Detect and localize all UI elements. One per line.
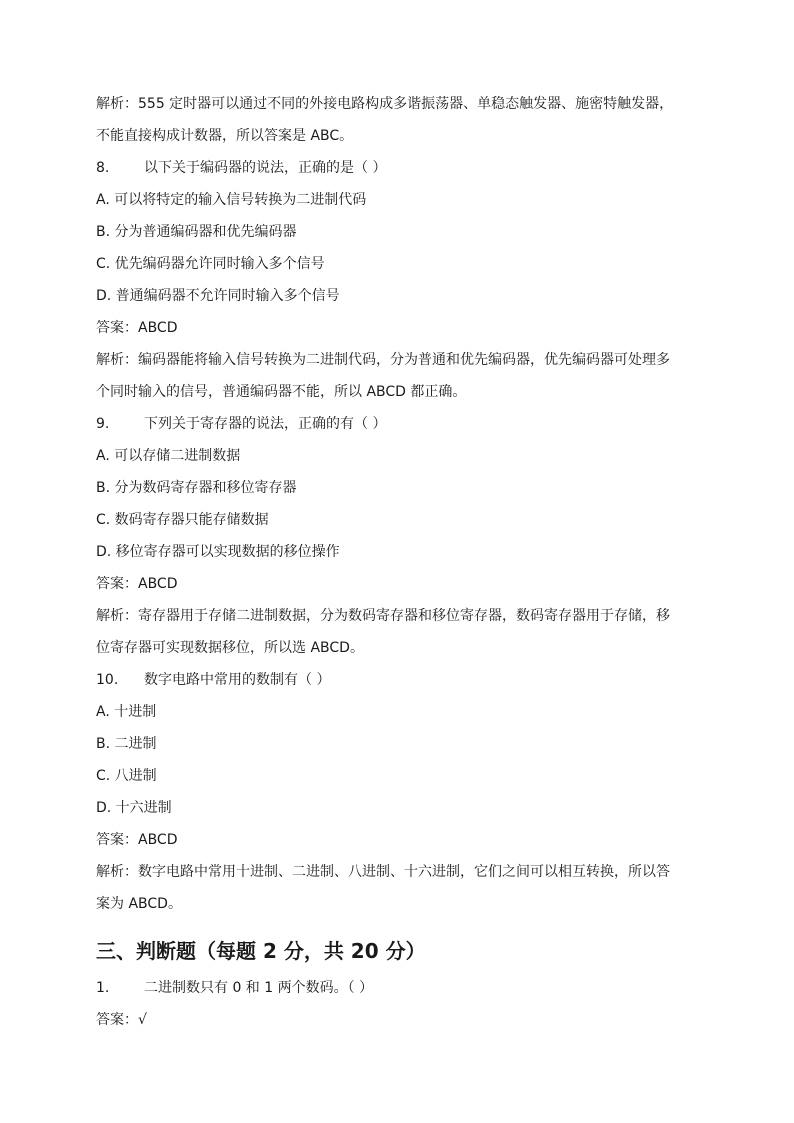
q9-number: 9. <box>96 416 110 432</box>
section-heading-judgement: 三、判断题（每题 2 分，共 20 分） <box>96 939 426 963</box>
q9-stem-text: 下列关于寄存器的说法，正确的有（ ） <box>144 416 387 432</box>
q9-analysis-line-2: 位寄存器可实现数据移位，所以选 ABCD。 <box>96 640 364 656</box>
q10-option-d: D. 十六进制 <box>96 800 172 816</box>
judge-q1-stem-text: 二进制数只有 0 和 1 两个数码。（ ） <box>144 980 374 996</box>
q8-analysis-line-2: 个同时输入的信号，普通编码器不能，所以 ABCD 都正确。 <box>96 384 467 400</box>
q10-stem <box>96 668 706 692</box>
q9-option-c: C. 数码寄存器只能存储数据 <box>96 512 269 528</box>
q10-option-c: C. 八进制 <box>96 768 157 784</box>
q8-stem-text: 以下关于编码器的说法，正确的是（ ） <box>144 160 387 176</box>
q10-option-a: A. 十进制 <box>96 704 157 720</box>
q8-analysis-line-1: 解析：编码器能将输入信号转换为二进制代码，分为普通和优先编码器，优先编码器可处理多 <box>96 352 670 368</box>
q10-analysis-line-1: 解析：数字电路中常用十进制、二进制、八进制、十六进制，它们之间可以相互转换，所以答 <box>96 864 670 880</box>
judge-q1-number: 1. <box>96 980 110 996</box>
q10-stem-text: 数字电路中常用的数制有（ ） <box>144 672 331 688</box>
q10-answer: 答案：ABCD <box>96 832 178 848</box>
q7-analysis-line-1: 解析：555 定时器可以通过不同的外接电路构成多谐振荡器、单稳态触发器、施密特触发器， <box>96 96 674 112</box>
q10-option-b: B. 二进制 <box>96 736 157 752</box>
q9-analysis-line-1: 解析：寄存器用于存储二进制数据，分为数码寄存器和移位寄存器，数码寄存器用于存储，移 <box>96 608 670 624</box>
judge-q1-stem <box>96 976 706 1000</box>
q8-option-a: A. 可以将特定的输入信号转换为二进制代码 <box>96 192 367 208</box>
q8-option-d: D. 普通编码器不允许同时输入多个信号 <box>96 288 340 304</box>
q9-option-b: B. 分为数码寄存器和移位寄存器 <box>96 480 297 496</box>
q8-number: 8. <box>96 160 110 176</box>
q7-analysis-line-2: 不能直接构成计数器，所以答案是 ABC。 <box>96 128 354 144</box>
document-page <box>96 92 706 1040</box>
q8-answer: 答案：ABCD <box>96 320 178 336</box>
q9-option-d: D. 移位寄存器可以实现数据的移位操作 <box>96 544 340 560</box>
q8-option-b: B. 分为普通编码器和优先编码器 <box>96 224 297 240</box>
q9-option-a: A. 可以存储二进制数据 <box>96 448 241 464</box>
q9-stem <box>96 412 706 436</box>
q8-option-c: C. 优先编码器允许同时输入多个信号 <box>96 256 325 272</box>
judge-q1-answer: 答案：√ <box>96 1012 147 1028</box>
q10-analysis-line-2: 案为 ABCD。 <box>96 896 182 912</box>
q10-number: 10. <box>96 672 119 688</box>
q9-answer: 答案：ABCD <box>96 576 178 592</box>
q8-stem <box>96 156 706 180</box>
